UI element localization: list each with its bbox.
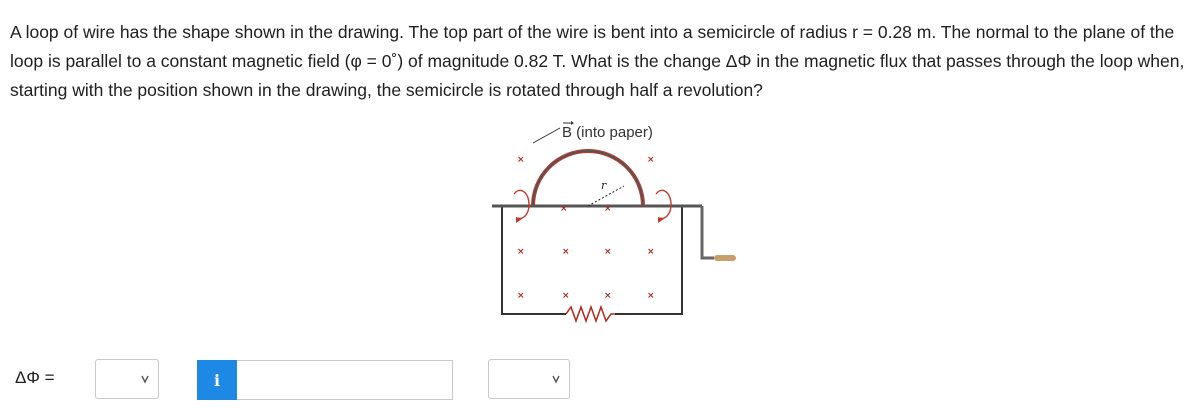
field-marker: × [560, 204, 568, 214]
field-marker: × [562, 247, 570, 257]
info-button[interactable] [197, 360, 237, 400]
label-leader-line [533, 128, 560, 143]
field-label: B (into paper) [562, 124, 653, 141]
field-marker: × [604, 247, 612, 257]
crank-handle [714, 255, 736, 261]
rotation-arrow-right [656, 190, 671, 218]
chevron-down-icon [551, 373, 561, 385]
sign-select[interactable] [95, 359, 159, 399]
semicircle-wire-core [533, 151, 643, 206]
question-text: A loop of wire has the shape shown in the drawing. The top part of the wire is bent into a semicircle of radius r = 0.28 m. The normal to the plane of the loop is parallel to a constant magnetic field (φ = 0˚) of magnitude 0.82 T. What is the change ΔΦ in the magnetic flux that passes through the loop when, starting with the position shown in the drawing, the semicircle is rotated through half a revolution? [10, 22, 1185, 100]
chevron-down-icon [140, 373, 150, 385]
info-icon: i [213, 370, 221, 390]
crank-arm [702, 206, 714, 258]
field-marker: × [604, 291, 612, 301]
wire-left-bottom [502, 206, 566, 314]
field-marker: × [647, 291, 655, 301]
field-marker: × [562, 291, 570, 301]
resistor [566, 307, 615, 321]
field-marker: × [517, 247, 525, 257]
field-marker: × [647, 155, 655, 165]
field-marker: × [517, 155, 525, 165]
units-select[interactable] [488, 359, 570, 399]
radius-label: r [601, 179, 607, 192]
field-marker: × [647, 247, 655, 257]
field-marker: × [517, 291, 525, 301]
rotation-arrow-left [514, 190, 529, 218]
semicircle-wire [533, 151, 643, 206]
field-marker: × [604, 204, 612, 214]
answer-value-input[interactable] [237, 360, 453, 400]
loop-diagram [470, 118, 750, 330]
answer-label: ΔΦ = [15, 368, 55, 387]
loop-diagram-svg [470, 118, 750, 330]
